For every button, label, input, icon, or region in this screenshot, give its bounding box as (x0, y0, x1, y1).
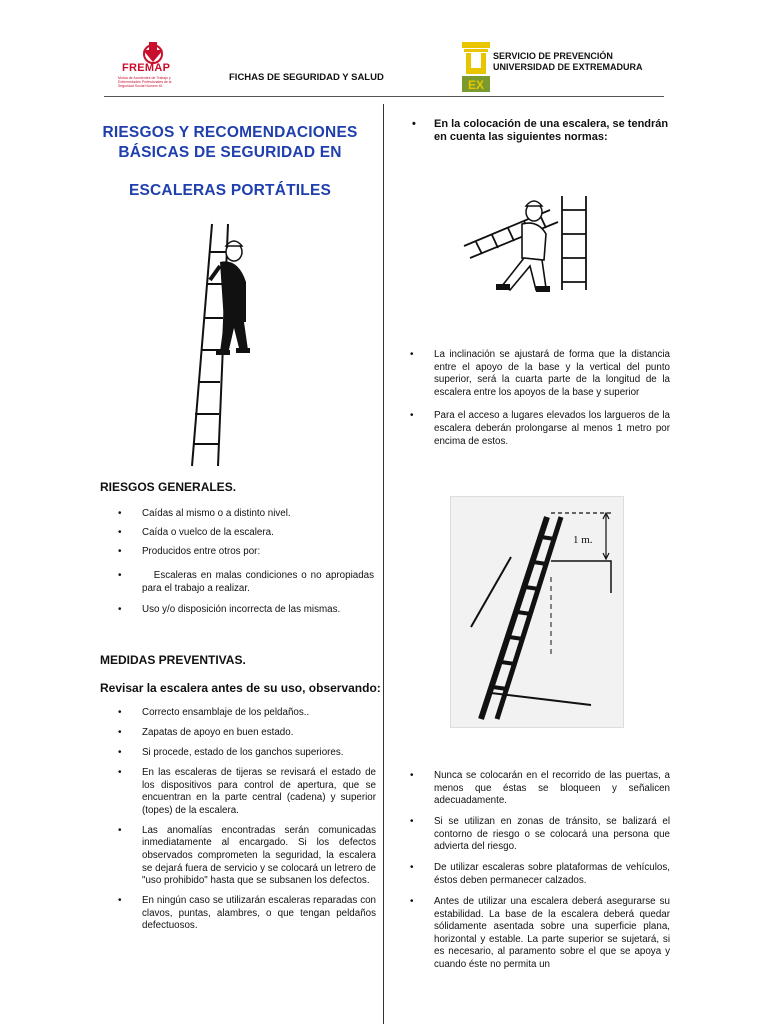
riesgos-list (118, 508, 377, 617)
service-line-2: UNIVERSIDAD DE EXTREMADURA (493, 62, 643, 72)
man-carrying-ladder-illustration (462, 190, 602, 300)
list-item: • Producidos entre otros por: (118, 546, 374, 559)
bullet-dot: • (412, 118, 416, 130)
ladder-extension-figure (450, 496, 624, 728)
list-item: • Escaleras en malas condiciones o no apropiadas para el trabajo a realizar. (118, 570, 374, 595)
riesgos-heading: RIESGOS GENERALES. (100, 480, 237, 494)
list-item: • Caída o vuelco de la escalera. (118, 527, 374, 540)
title-line-3: ESCALERAS PORTÁTILES (128, 182, 332, 199)
list-item: • Nunca se colocarán en el recorrido de las puertas, a menos que éstas se bloqueen y señalicen adecuadamente. (410, 770, 670, 808)
list-item: • En las escaleras de tijeras se revisará el estado de los dispositivos para control de apertura, que se encuentran en la parte central (cadena) y superior (topes) de la escalera. (118, 767, 376, 817)
uex-logo-icon (460, 40, 492, 94)
header-center-title: FICHAS DE SEGURIDAD Y SALUD (229, 72, 384, 83)
list-item: • Para el acceso a lugares elevados los largueros de la escalera deberán prolongarse al menos 1 metro por encima de estos. (410, 410, 670, 448)
colocacion-list (410, 349, 670, 448)
list-item: • Caídas al mismo o a distinto nivel. (118, 508, 374, 521)
fremap-subtitle: Mutua de Accidentes de Trabajo y Enfermedades Profesionales de la Seguridad Social Número 61 (118, 76, 172, 88)
list-item: • En ningún caso se utilizarán escaleras reparadas con clavos, puntas, alambres, o que tengan peldaños defectuosos. (118, 895, 376, 933)
uex-label: EX (467, 78, 485, 92)
list-item: • La inclinación se ajustará de forma que la distancia entre el apoyo de la base y la vertical del punto superior, será la cuarta parte de la longitud de la escalera entre los apoyos de la base y superior (410, 349, 670, 399)
list-item: • Las anomalías encontradas serán comunicadas inmediatamente al encargado. Si los defectos observados comprometen la seguridad, la escalera se dejará fuera de servicio y se colocará un letrero de "uso prohibido" hasta que se subsanen los defectos. (118, 825, 376, 888)
medidas-list (118, 707, 376, 933)
list-item: • Si se utilizan en zonas de tránsito, se balizará el contorno de riesgo o se colocará una persona que advierta del riesgo. (410, 816, 670, 854)
colocacion-heading: En la colocación de una escalera, se tendrán en cuenta las siguientes normas: (434, 118, 669, 143)
list-item: • Zapatas de apoyo en buen estado. (118, 727, 376, 740)
list-item: • Antes de utilizar una escalera deberá asegurarse su estabilidad. La base de la escalera deberá quedar sólidamente asentada sobre una superficie plana, horizontal y estable. La parte superior se sujetará, si es necesario, al paramento sobre el que se apoya y cuando éste no permita un (410, 896, 670, 972)
column-divider (383, 104, 384, 1024)
fremap-name: FREMAP (122, 62, 171, 74)
medidas-heading: MEDIDAS PREVENTIVAS. (100, 653, 246, 667)
list-item: • Si procede, estado de los ganchos superiores. (118, 747, 376, 760)
list-item: • Correcto ensamblaje de los peldaños.. (118, 707, 376, 720)
man-climbing-ladder-illustration (190, 222, 260, 468)
title-line-2: BÁSICAS DE SEGURIDAD EN (118, 144, 342, 161)
title-line-1: RIESGOS Y RECOMENDACIONES (102, 124, 358, 141)
service-line-1: SERVICIO DE PREVENCIÓN (493, 51, 613, 61)
header-divider (104, 96, 664, 97)
list-item: • De utilizar escaleras sobre plataformas de vehículos, éstos deben permanecer calzados. (410, 862, 670, 887)
normas-list (410, 770, 670, 971)
medidas-subheading: Revisar la escalera antes de su uso, observando: (100, 681, 381, 695)
one-meter-label: 1 m. (573, 534, 593, 546)
list-item: • Uso y/o disposición incorrecta de las mismas. (118, 604, 374, 617)
